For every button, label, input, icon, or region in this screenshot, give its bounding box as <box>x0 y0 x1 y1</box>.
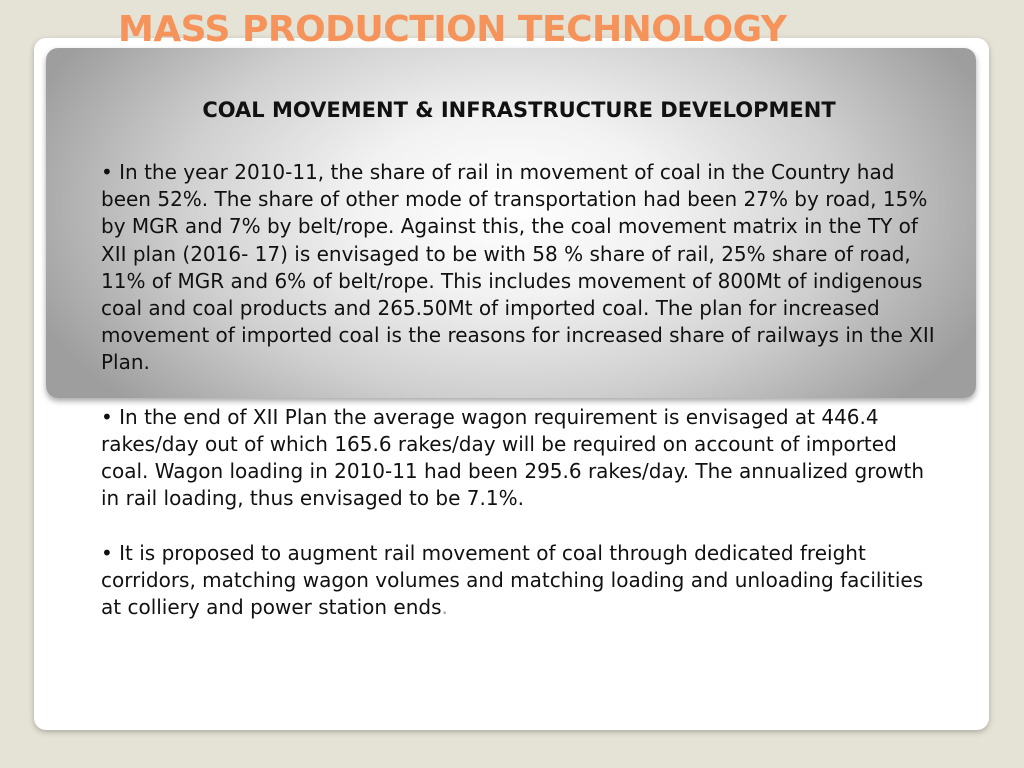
slide-body <box>101 159 941 649</box>
paragraph-freight-corridors <box>101 540 941 622</box>
section-heading: COAL MOVEMENT & INFRASTRUCTURE DEVELOPMENT <box>202 98 836 122</box>
paragraph-freight-corridors-text: • It is proposed to augment rail movement of coal through dedicated freight corridors, matching wagon volumes and matching loading and unloading facilities at colliery and power station ends <box>101 540 924 620</box>
trailing-period: . <box>441 595 448 620</box>
slide-title: MASS PRODUCTION TECHNOLOGY <box>118 9 787 50</box>
paragraph-rail-share: • In the year 2010-11, the share of rail in movement of coal in the Country had been 52%. The share of other mode of transportation had been 27% by road, 15% by MGR and 7% by belt/rope. Against this, the coal movement matrix in the TY of XII plan (2016- 17) is envisaged to be with 58 % share of rail, 25% share of road, 11% of MGR and 6% of belt/rope. This includes movement of 800Mt of indigenous coal and coal products and 265.50Mt of imported coal. The plan for increased movement of imported coal is the reasons for increased share of railways in the XII Plan. <box>101 160 935 375</box>
paragraph-wagon-requirement: • In the end of XII Plan the average wagon requirement is envisaged at 446.4 rakes/day out of which 165.6 rakes/day will be required on account of imported coal. Wagon loading in 2010-11 had been 295.6 rakes/day. The annualized growth in rail loading, thus envisaged to be 7.1%. <box>101 404 925 511</box>
